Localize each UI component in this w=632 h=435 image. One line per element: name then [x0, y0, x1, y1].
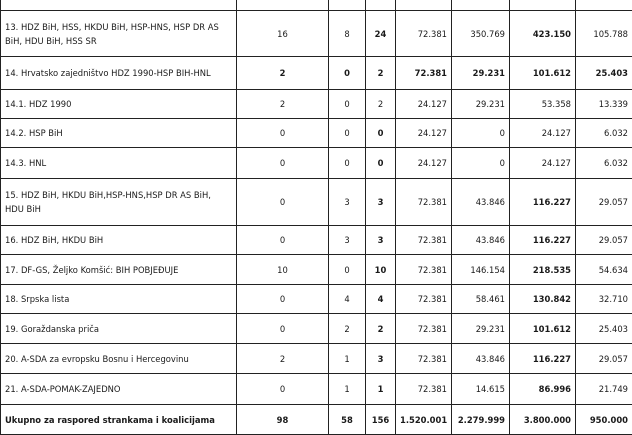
value-cell-c7: 25.403 — [576, 314, 632, 344]
value-cell-c3: 4 — [366, 285, 396, 314]
value-cell-c3: 0 — [366, 148, 396, 179]
value-cell-c5: 43.846 — [452, 226, 510, 255]
value-cell-c6: 86.996 — [510, 374, 576, 405]
value-cell-c4: 72.381 — [396, 344, 452, 374]
value-cell-c6: 24.127 — [510, 119, 576, 148]
value-cell-c6: 218.535 — [510, 255, 576, 285]
value-cell-c3: 156 — [366, 405, 396, 435]
row-label-cell: 14.2. HSP BiH — [1, 119, 237, 148]
value-cell-c2: 0 — [329, 57, 366, 90]
value-cell-c1: 2 — [237, 57, 329, 90]
value-cell-c2: 0 — [329, 148, 366, 179]
value-cell-c6: 423.150 — [510, 11, 576, 57]
row-label-cell: 16. HDZ BiH, HKDU BiH — [1, 226, 237, 255]
value-cell-c4: 72.381 — [396, 57, 452, 90]
row-label-cell: 21. A-SDA-POMAK-ZAJEDNO — [1, 374, 237, 405]
value-cell-c2: 0 — [329, 90, 366, 119]
table-row — [1, 57, 632, 90]
value-cell-c4: 72.381 — [396, 179, 452, 226]
value-cell-c7: 6.032 — [576, 148, 632, 179]
value-cell-c2: 8 — [329, 11, 366, 57]
value-cell-c4: 72.381 — [396, 226, 452, 255]
value-cell-c1: 98 — [237, 405, 329, 435]
table-row — [1, 255, 632, 285]
row-label-cell: 14. Hrvatsko zajedništvo HDZ 1990-HSP BIH-HNL — [1, 57, 237, 90]
value-cell-c1: 2 — [237, 344, 329, 374]
value-cell-c7: 6.032 — [576, 119, 632, 148]
value-cell-c4: 72.381 — [396, 374, 452, 405]
value-cell-c2: 1 — [329, 344, 366, 374]
row-label-cell: 13. HDZ BiH, HSS, HKDU BiH, HSP-HNS, HSP DR AS BiH, HDU BiH, HSS SR — [1, 11, 237, 57]
value-cell-c2 — [329, 0, 366, 11]
row-label-cell: 17. DF-GS, Željko Komšić: BIH POBJEĐUJE — [1, 255, 237, 285]
total-row — [1, 405, 632, 435]
value-cell-c5: 43.846 — [452, 179, 510, 226]
row-label-cell: Ukupno za raspored strankama i koalicijama — [1, 405, 237, 435]
value-cell-c6: 116.227 — [510, 179, 576, 226]
row-label-cell: 19. Goraždanska priča — [1, 314, 237, 344]
value-cell-c1: 0 — [237, 374, 329, 405]
value-cell-c4: 24.127 — [396, 148, 452, 179]
value-cell-c4: 24.127 — [396, 119, 452, 148]
value-cell-c5: 2.279.999 — [452, 405, 510, 435]
row-label-cell: 15. HDZ BiH, HKDU BiH,HSP-HNS,HSP DR AS BiH, HDU BiH — [1, 179, 237, 226]
value-cell-c7: 950.000 — [576, 405, 632, 435]
value-cell-c5: 146.154 — [452, 255, 510, 285]
row-label-cell: 20. A-SDA za evropsku Bosnu i Hercegovinu — [1, 344, 237, 374]
value-cell-c5: 29.231 — [452, 90, 510, 119]
value-cell-c2: 3 — [329, 226, 366, 255]
table-row — [1, 11, 632, 57]
value-cell-c4: 72.381 — [396, 255, 452, 285]
value-cell-c1 — [237, 0, 329, 11]
value-cell-c5 — [452, 0, 510, 11]
value-cell-c3: 0 — [366, 119, 396, 148]
row-label-cell — [1, 0, 237, 11]
value-cell-c6: 24.127 — [510, 148, 576, 179]
value-cell-c4: 72.381 — [396, 285, 452, 314]
value-cell-c3: 3 — [366, 226, 396, 255]
value-cell-c6: 101.612 — [510, 57, 576, 90]
value-cell-c2: 0 — [329, 119, 366, 148]
value-cell-c3 — [366, 0, 396, 11]
value-cell-c7: 29.057 — [576, 226, 632, 255]
value-cell-c3: 10 — [366, 255, 396, 285]
table-row — [1, 374, 632, 405]
value-cell-c6: 101.612 — [510, 314, 576, 344]
value-cell-c3: 2 — [366, 314, 396, 344]
value-cell-c1: 0 — [237, 314, 329, 344]
value-cell-c5: 14.615 — [452, 374, 510, 405]
table-row — [1, 285, 632, 314]
value-cell-c7 — [576, 0, 632, 11]
value-cell-c7: 29.057 — [576, 179, 632, 226]
value-cell-c6: 53.358 — [510, 90, 576, 119]
value-cell-c4: 1.520.001 — [396, 405, 452, 435]
value-cell-c1: 0 — [237, 226, 329, 255]
table-row — [1, 344, 632, 374]
value-cell-c5: 0 — [452, 148, 510, 179]
value-cell-c3: 2 — [366, 90, 396, 119]
row-label-cell: 14.1. HDZ 1990 — [1, 90, 237, 119]
table-row — [1, 0, 632, 11]
value-cell-c5: 29.231 — [452, 57, 510, 90]
value-cell-c4: 72.381 — [396, 11, 452, 57]
table-row — [1, 90, 632, 119]
value-cell-c3: 3 — [366, 344, 396, 374]
value-cell-c2: 2 — [329, 314, 366, 344]
value-cell-c5: 350.769 — [452, 11, 510, 57]
value-cell-c7: 105.788 — [576, 11, 632, 57]
row-label-cell: 18. Srpska lista — [1, 285, 237, 314]
value-cell-c1: 0 — [237, 179, 329, 226]
value-cell-c5: 43.846 — [452, 344, 510, 374]
table-row — [1, 148, 632, 179]
value-cell-c3: 24 — [366, 11, 396, 57]
value-cell-c6 — [510, 0, 576, 11]
value-cell-c1: 0 — [237, 119, 329, 148]
value-cell-c7: 25.403 — [576, 57, 632, 90]
value-cell-c7: 54.634 — [576, 255, 632, 285]
value-cell-c7: 29.057 — [576, 344, 632, 374]
value-cell-c3: 2 — [366, 57, 396, 90]
table-row — [1, 179, 632, 226]
value-cell-c2: 3 — [329, 179, 366, 226]
value-cell-c2: 58 — [329, 405, 366, 435]
value-cell-c4: 24.127 — [396, 90, 452, 119]
value-cell-c5: 0 — [452, 119, 510, 148]
table-body — [1, 0, 632, 435]
value-cell-c3: 1 — [366, 374, 396, 405]
value-cell-c4: 72.381 — [396, 314, 452, 344]
value-cell-c6: 116.227 — [510, 344, 576, 374]
value-cell-c2: 1 — [329, 374, 366, 405]
value-cell-c1: 10 — [237, 255, 329, 285]
value-cell-c4 — [396, 0, 452, 11]
value-cell-c2: 0 — [329, 255, 366, 285]
value-cell-c6: 116.227 — [510, 226, 576, 255]
value-cell-c1: 16 — [237, 11, 329, 57]
value-cell-c7: 21.749 — [576, 374, 632, 405]
table-row — [1, 119, 632, 148]
table-row — [1, 226, 632, 255]
table-row — [1, 314, 632, 344]
value-cell-c5: 58.461 — [452, 285, 510, 314]
value-cell-c5: 29.231 — [452, 314, 510, 344]
value-cell-c3: 3 — [366, 179, 396, 226]
value-cell-c2: 4 — [329, 285, 366, 314]
row-label-cell: 14.3. HNL — [1, 148, 237, 179]
value-cell-c1: 0 — [237, 148, 329, 179]
value-cell-c6: 3.800.000 — [510, 405, 576, 435]
value-cell-c1: 2 — [237, 90, 329, 119]
value-cell-c7: 32.710 — [576, 285, 632, 314]
value-cell-c7: 13.339 — [576, 90, 632, 119]
value-cell-c1: 0 — [237, 285, 329, 314]
value-cell-c6: 130.842 — [510, 285, 576, 314]
